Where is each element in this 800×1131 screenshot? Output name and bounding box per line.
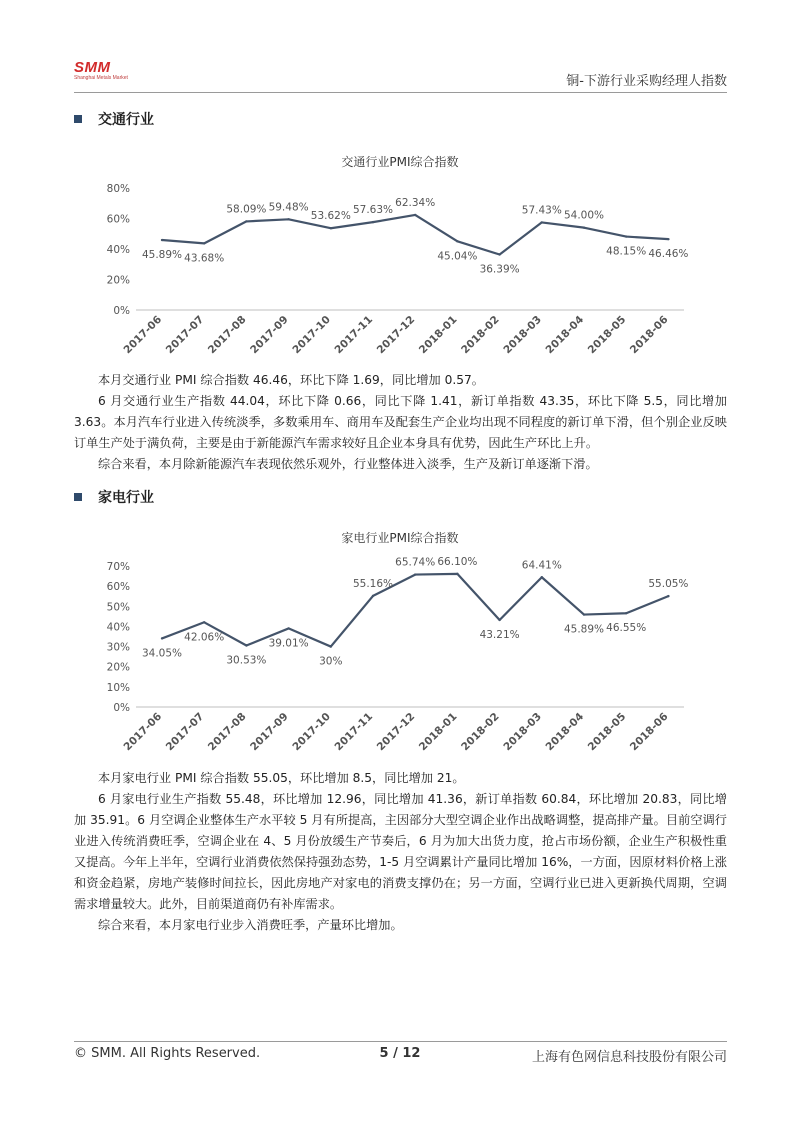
paragraph-appliance-3: 综合来看，本月家电行业步入消费旺季，产量环比增加。 <box>98 918 403 932</box>
x-tick-label: 2018-06 <box>627 710 671 754</box>
paragraph-transport-2: 6 月交通行业生产指数 44.04，环比下降 0.66，同比下降 1.41，新订单指数 43.35，环比下降 5.5，同比增加 3.63。本月汽车行业进入传统淡季，多数乘用车、商用车及配套生产企业均出现不同程度的新订单下滑，但个别企业反映订单生产处于满负荷，主要是由于新能源汽车需求较好且企业本身具有优势，因此生产环比上升。 <box>74 394 727 450</box>
footer-company: 上海有色网信息科技股份有限公司 <box>531 1050 727 1065</box>
square-bullet-icon <box>74 493 82 501</box>
x-tick-label: 2017-08 <box>205 313 249 357</box>
chart-title: 家电行业PMI综合指数 <box>341 531 459 545</box>
series-line <box>162 574 668 650</box>
x-tick-label: 2017-07 <box>163 710 207 754</box>
data-point <box>203 621 205 623</box>
logo-subtext: Shanghai Metals Market <box>74 75 128 81</box>
x-tick-label: 2018-03 <box>501 710 544 754</box>
footer-copyright: © SMM. All Rights Reserved. <box>74 1046 261 1061</box>
data-label: 55.05% <box>648 578 689 591</box>
x-tick-label: 2017-12 <box>374 313 418 357</box>
y-tick-label: 50% <box>106 601 130 614</box>
footer-divider <box>74 1041 727 1042</box>
page-number: 5 / 12 <box>379 1046 421 1061</box>
data-point <box>287 218 289 220</box>
data-point <box>203 242 205 244</box>
x-tick-label: 2018-04 <box>543 313 587 357</box>
x-tick-label: 2017-10 <box>290 710 333 754</box>
x-tick-label: 2017-11 <box>332 313 376 357</box>
y-tick-label: 60% <box>106 581 130 594</box>
y-tick-label: 40% <box>106 621 130 634</box>
section-heading-text: 交通行业 <box>98 112 154 128</box>
y-tick-label: 20% <box>106 661 130 674</box>
section-heading-appliance <box>74 487 154 507</box>
data-point <box>625 235 627 237</box>
data-point <box>498 253 500 255</box>
data-label: 64.41% <box>521 559 562 572</box>
data-point <box>541 576 543 578</box>
data-point <box>161 239 163 241</box>
data-point <box>583 613 585 615</box>
data-label: 57.43% <box>521 204 562 217</box>
data-point <box>541 221 543 223</box>
square-bullet-icon <box>74 115 82 123</box>
data-point <box>498 619 500 621</box>
data-point <box>456 240 458 242</box>
data-label: 36.39% <box>479 263 520 276</box>
chart-transport-svg <box>74 148 727 368</box>
logo-text: SMM <box>74 59 111 76</box>
document-title: 铜-下游行业采购经理人指数 <box>566 74 727 89</box>
data-label: 30.53% <box>226 654 267 667</box>
data-point <box>287 627 289 629</box>
x-tick-label: 2018-05 <box>585 710 629 754</box>
paragraph-transport-1: 本月交通行业 PMI 综合指数 46.46，环比下降 1.69，同比增加 0.57。 <box>98 373 484 387</box>
x-tick-label: 2018-04 <box>543 710 587 754</box>
data-label: 34.05% <box>141 647 183 660</box>
data-point <box>583 226 585 228</box>
x-tick-label: 2017-08 <box>205 710 249 754</box>
data-point <box>245 220 247 222</box>
x-tick-label: 2018-06 <box>627 313 671 357</box>
x-tick-label: 2018-02 <box>459 710 502 754</box>
x-tick-label: 2018-03 <box>501 313 544 357</box>
data-label: 48.15% <box>606 245 647 258</box>
data-label: 39.01% <box>268 637 309 650</box>
x-tick-label: 2018-01 <box>416 710 460 754</box>
x-tick-label: 2018-02 <box>459 313 502 357</box>
data-label: 66.10% <box>437 555 478 568</box>
x-tick-label: 2017-12 <box>374 710 418 754</box>
data-label: 45.89% <box>141 249 183 262</box>
chart-appliance-pmi <box>74 522 727 767</box>
data-point <box>667 238 669 240</box>
x-tick-label: 2017-06 <box>121 710 165 754</box>
paragraph-appliance-2: 6 月家电行业生产指数 55.48，环比增加 12.96，同比增加 41.36，新订单指数 60.84，环比增加 20.83，同比增加 35.91。6 月空调企业整体生产水平较 5 月有所提高，主因部分大型空调企业作出战略调整，提高排产量。目前空调行业进入传统消费旺季，空调企业在 4、5 月份放缓生产节奏后，6 月为加大出货力度，抢占市场份额，企业生产积极性重又提高。今年上半年，空调行业消费依然保持强劲态势，1-5 月空调累计产量同比增加 16%，一方面，因原材料价格上涨和资金趋紧，房地产装修时间拉长，因此房地产对家电的消费支撑仍在；另一方面，空调行业已进入更新换代周期，空调需求增量较大。此外，目前渠道商仍有补库需求。 <box>74 792 727 911</box>
paragraph-transport-3: 综合来看，本月除新能源汽车表现依然乐观外，行业整体进入淡季，生产及新订单逐渐下滑。 <box>98 457 598 471</box>
x-tick-label: 2018-05 <box>585 313 629 357</box>
x-tick-label: 2017-07 <box>163 313 207 357</box>
data-label: 43.68% <box>184 252 225 265</box>
chart-title: 交通行业PMI综合指数 <box>341 155 459 169</box>
data-point <box>372 595 374 597</box>
data-point <box>414 573 416 575</box>
data-label: 59.48% <box>268 201 309 214</box>
header-divider <box>74 92 727 93</box>
data-point <box>372 221 374 223</box>
data-label: 46.46% <box>648 248 689 261</box>
data-point <box>161 637 163 639</box>
smm-logo <box>74 60 144 82</box>
x-tick-label: 2017-11 <box>332 710 376 754</box>
chart-appliance-svg <box>74 522 727 767</box>
x-tick-label: 2017-09 <box>248 710 291 754</box>
data-label: 57.63% <box>352 204 394 217</box>
x-tick-label: 2018-01 <box>416 313 460 357</box>
data-point <box>625 612 627 614</box>
data-point <box>414 214 416 216</box>
x-tick-label: 2017-10 <box>290 313 333 357</box>
data-point <box>330 645 332 647</box>
data-label: 55.16% <box>352 577 394 590</box>
data-label: 46.55% <box>606 622 647 635</box>
data-label: 54.00% <box>563 209 605 222</box>
data-label: 45.89% <box>563 623 605 636</box>
data-label: 45.04% <box>437 250 478 263</box>
y-tick-label: 10% <box>106 681 130 694</box>
data-label: 58.09% <box>226 203 267 216</box>
data-label: 62.34% <box>395 196 436 209</box>
y-tick-label: 70% <box>106 561 130 573</box>
data-point <box>667 595 669 597</box>
data-point <box>330 227 332 229</box>
y-tick-label: 20% <box>106 274 130 287</box>
data-point <box>245 644 247 646</box>
data-label: 53.62% <box>310 210 351 223</box>
section-heading-text: 家电行业 <box>98 490 154 506</box>
data-label: 42.06% <box>184 631 225 644</box>
y-tick-label: 0% <box>113 702 130 714</box>
data-label: 65.74% <box>395 556 436 569</box>
y-tick-label: 0% <box>113 305 130 317</box>
x-tick-label: 2017-06 <box>121 313 165 357</box>
data-point <box>456 573 458 575</box>
y-tick-label: 30% <box>106 641 130 654</box>
y-tick-label: 80% <box>106 183 130 195</box>
data-label: 43.21% <box>479 628 520 641</box>
y-tick-label: 40% <box>106 244 130 256</box>
y-tick-label: 60% <box>106 213 130 226</box>
section-heading-transport <box>74 109 154 129</box>
paragraph-appliance-1: 本月家电行业 PMI 综合指数 55.05，环比增加 8.5，同比增加 21。 <box>98 771 465 785</box>
x-tick-label: 2017-09 <box>248 313 291 357</box>
data-label: 30% <box>319 655 343 668</box>
chart-transport-pmi <box>74 148 727 368</box>
